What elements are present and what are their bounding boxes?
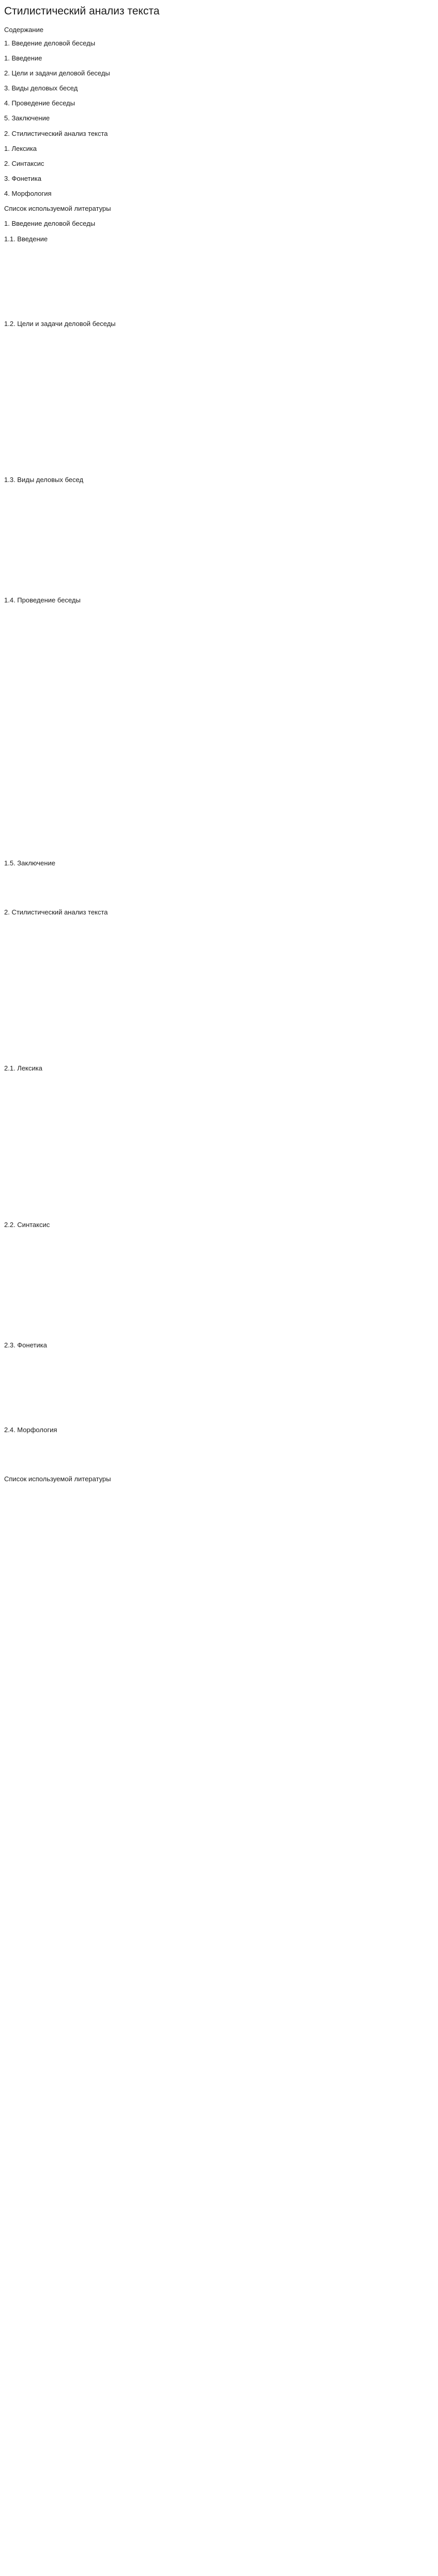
section-heading: 2.2. Синтаксис [4, 1220, 50, 1229]
section-heading: 1.2. Цели и задачи деловой беседы [4, 319, 116, 328]
references-heading: Список используемой литературы [4, 1475, 111, 1483]
paragraph [4, 1149, 434, 1178]
toc-item: 3. Фонетика [4, 174, 41, 182]
paragraph [4, 1438, 434, 1468]
toc-item: 1. Введение [4, 54, 42, 62]
section-heading: 1.1. Введение [4, 235, 48, 243]
toc-item: 5. Заключение [4, 114, 50, 122]
paragraph [4, 1305, 434, 1334]
toc-item: 1. Введение деловой беседы [4, 39, 96, 47]
paragraph [4, 368, 434, 398]
section-heading: 2. Стилистический анализ текста [4, 908, 108, 917]
paragraph [4, 680, 434, 710]
paragraph [4, 921, 434, 951]
toc-item: 2. Цели и задачи деловой беседы [4, 69, 110, 77]
paragraph [4, 524, 434, 554]
document-title: Стилистический анализ текста [4, 5, 160, 17]
reference-item [4, 1501, 434, 1511]
toc-item: Список используемой литературы [4, 205, 111, 213]
paragraph [4, 283, 434, 313]
toc-item: 4. Морфология [4, 190, 52, 198]
paragraph [4, 560, 434, 589]
paragraph [4, 439, 434, 469]
paragraph [4, 716, 434, 746]
reference-item [4, 1487, 434, 1497]
paragraph [4, 247, 434, 277]
references-list [4, 1487, 434, 1539]
paragraph [4, 956, 434, 986]
paragraph [4, 1077, 434, 1107]
paragraph [4, 1269, 434, 1299]
paragraph [4, 1233, 434, 1263]
paragraph [4, 609, 434, 639]
paragraph [4, 992, 434, 1022]
paragraph [4, 1113, 434, 1143]
section-heading: 1. Введение деловой беседы [4, 220, 96, 228]
section-heading: 2.4. Морфология [4, 1425, 57, 1434]
document-body [4, 219, 434, 1468]
section-heading: 1.5. Заключение [4, 859, 55, 867]
paragraph [4, 751, 434, 781]
toc-item: 2. Стилистический анализ текста [4, 129, 108, 137]
toc-item: 2. Синтаксис [4, 159, 44, 167]
toc-item: 1. Лексика [4, 144, 37, 152]
paragraph [4, 1028, 434, 1058]
reference-item [4, 1515, 434, 1525]
toc-item: 3. Виды деловых бесед [4, 84, 78, 92]
section-heading: 1.3. Виды деловых бесед [4, 475, 84, 484]
paragraph [4, 644, 434, 674]
paragraph [4, 332, 434, 362]
paragraph [4, 404, 434, 433]
paragraph [4, 872, 434, 902]
section-heading: 2.1. Лексика [4, 1064, 42, 1073]
section-heading: 1.4. Проведение беседы [4, 596, 81, 604]
paragraph [4, 823, 434, 852]
toc-heading: Содержание [4, 25, 43, 34]
toc-item: 4. Проведение беседы [4, 99, 75, 107]
paragraph [4, 488, 434, 518]
reference-item [4, 1529, 434, 1539]
paragraph [4, 787, 434, 817]
section-heading: 2.3. Фонетика [4, 1341, 47, 1349]
paragraph [4, 1389, 434, 1419]
paragraph [4, 1354, 434, 1384]
paragraph [4, 1184, 434, 1214]
table-of-contents [4, 38, 434, 214]
